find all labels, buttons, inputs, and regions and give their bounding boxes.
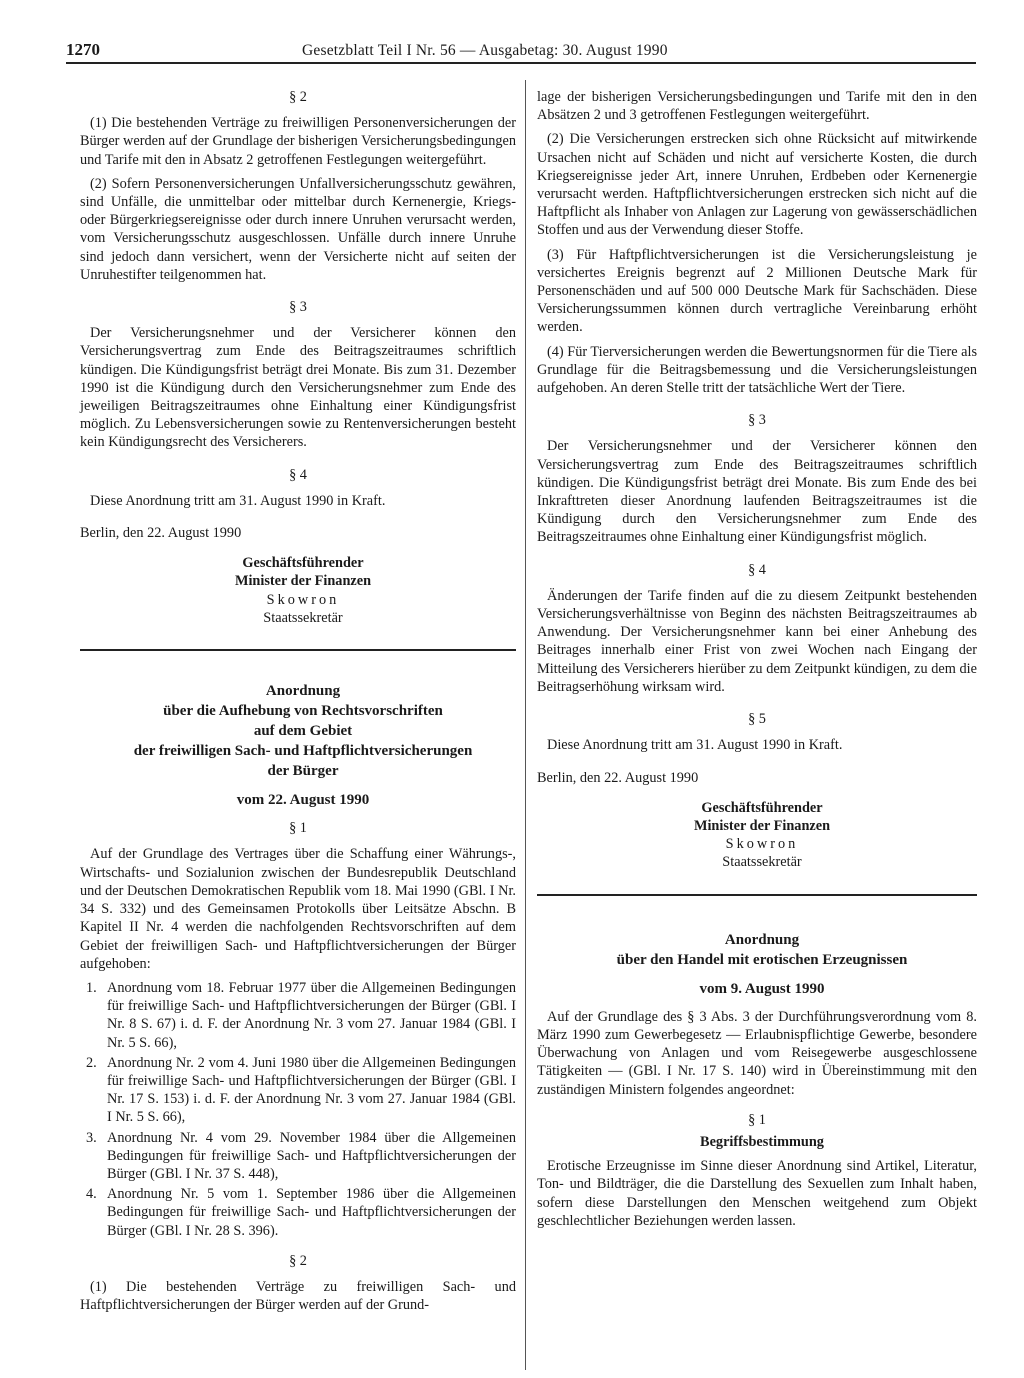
ordinance-title-line: über die Aufhebung von Rechtsvorschriften [163,703,443,720]
list-item: 4. Anordnung Nr. 5 vom 1. September 1986 über die Allgemeinen Bedingungen für freiwillige Sach- und Haftpflichtversicherungen der Bürger (GBl. I Nr. 28 S. 396). [86,1186,516,1239]
paragraph: Der Versicherungsnehmer und der Versicherer können den Versicherungsvertrag zum Ende des Beitragszeitraumes schriftlich kündigen. Die Kündigungsfrist beträgt drei Monate. Bis zum Ende des bei Inkrafttreten dieser Anordnung laufenden Beitragszeitraumes ist die Kündigung durch den Versicherungsnehmer zum Ende des Beitragszeitraumes ohne Einhaltung einer Kündigungsfrist möglich. [537,438,977,546]
paragraph: (2) Die Versicherungen erstrecken sich ohne Rücksicht auf mitwirkende Ursachen nicht auf Schäden und nicht auf versicherte Kosten, die durch Kriegsereignisse jeder Art, innere Unruhen, Erdbeben oder Kernenergie verursacht werden. Haftpflichtversicherungen erstrecken sich nicht auf die Haftpflicht als Inhaber von Anlagen zur Lagerung von gewässerschädlichen Stoffen und aus der Verwendung dieser Stoffe. [537,131,977,239]
paragraph: (1) Die bestehenden Verträge zu freiwilligen Personenversicherungen der Bürger werden auf der Grundlage der bisherigen Versicherungsbedingungen und Tarife mit den in Absatz 2 getroffenen Festlegungen weitergeführt. [80,115,516,168]
running-head: Gesetzblatt Teil I Nr. 56 — Ausgabetag: 30. August 1990 [302,42,668,59]
section-rule [80,649,516,651]
signature-ministry: Minister der Finanzen [693,817,831,834]
column-divider [525,80,526,1370]
section-heading: § 3 [748,412,766,429]
paragraph: Diese Anordnung tritt am 31. August 1990 in Kraft. [90,492,386,509]
section-heading: § 2 [289,1252,307,1269]
list-item: 2. Anordnung Nr. 2 vom 4. Juni 1980 über die Allgemeinen Bedingungen für freiwillige Sach- und Haftpflichtversicherungen der Bürger (GBl. I Nr. 17 S. 153) i. d. F. der Anordnung Nr. 3 vom 27. Januar 1984 (GBl. I Nr. 5 S. 66), [86,1054,516,1126]
section-subheading: Begriffsbestimmung [700,1133,824,1150]
paragraph: (3) Für Haftpflichtversicherungen ist die Versicherungsleistung je versichertes Ereignis begrenzt auf 2 Millionen Deutsche Mark für Personenschäden und auf 500 000 Deutsche Mark für Sachschäden. Diese Versicherungssummen können durch vertragliche Vereinbarung erhöht werden. [537,246,977,336]
ordinance-title-line: der Bürger [267,763,339,780]
paragraph: lage der bisherigen Versicherungsbedingungen und Tarife mit den in den Absätzen 2 und 3 getroffenen Festlegungen weitergeführt. [537,89,977,124]
ordinance-date: vom 22. August 1990 [236,792,370,809]
signature-block [537,799,977,872]
ordinance-title-line: auf dem Gebiet [253,723,353,740]
page-number: 1270 [66,40,100,59]
signature-name: Skowron [725,836,799,853]
signature-name: Skowron [266,591,340,608]
paragraph: Auf der Grundlage des § 3 Abs. 3 der Durchführungsverordnung vom 8. März 1990 zum Gewerbegesetz — Erlaubnispflichtige Gewerbe, besondere Überwachung von Anlagen und vom Reisegewerbe ausgeschlossene Tätigkeiten — (GBl. I Nr. 17 S. 140) wird in Übereinstimmung mit den zuständigen Ministern folgendes angeordnet: [537,1008,977,1098]
signature-role: Geschäftsführender [242,555,364,572]
paragraph: Diese Anordnung tritt am 31. August 1990 in Kraft. [547,737,843,754]
page-header [66,40,976,64]
signature-block [80,554,516,627]
section-heading: § 5 [748,711,766,728]
paragraph: Auf der Grundlage des Vertrages über die Schaffung einer Währungs-, Wirtschafts- und Sozialunion zwischen der Bundesrepublik Deutschland und der Deutschen Demokratischen Republik vom 18. Mai 1990 (GBl. I Nr. 34 S. 332) und des Gemeinsamen Protokolls über Leitsätze Abschn. B Kapitel II Nr. 4 werden die nachfolgenden Rechtsvorschriften auf dem Gebiet der freiwilligen Sach- und Haftpflichtversicherungen der Bürger aufgehoben: [80,846,516,972]
paragraph: (4) Für Tierversicherungen werden die Bewertungsnormen für die Tiere als Grundlage für die Beitragsbemessung und die Versicherungsleistungen aufgehoben. An deren Stelle tritt der tatsächliche Wert der Tiere. [537,343,978,397]
ordinance-title [537,930,977,970]
signature-title: Staatssekretär [722,854,802,871]
place-date: Berlin, den 22. August 1990 [80,525,242,542]
list-item: 3. Anordnung Nr. 4 vom 29. November 1984 über die Allgemeinen Bedingungen für freiwillige Sach- und Haftpflichtversicherungen der Bürger (GBl. I Nr. 37 S. 448), [86,1129,516,1182]
section-heading: § 3 [289,299,307,316]
ordinance-title-line: Anordnung [724,931,800,948]
left-column [80,88,516,1320]
right-column [537,88,977,1236]
section-heading: § 2 [289,89,307,105]
signature-ministry: Minister der Finanzen [234,573,372,590]
paragraph: Der Versicherungsnehmer und der Versicherer können den Versicherungsvertrag zum Ende des Beitragszeitraumes schriftlich kündigen. Die Kündigungsfrist beträgt drei Monate. Bis zum 31. Dezember 1990 ist die Kündigung durch den Versicherungsnehmer zum Ende des jeweiligen Beitragszeitraumes ohne Einhaltung einer Kündigungsfrist möglich. Zu Lebensversicherungen sowie zu Rentenversicherungen besteht kein Kündigungsrecht des Versicherers. [80,325,516,451]
ordinance-title-line: der freiwilligen Sach- und Haftpflichtversicherungen [133,743,473,760]
section-heading: § 1 [289,820,307,837]
list-item: 1. Anordnung vom 18. Februar 1977 über die Allgemeinen Bedingungen für freiwillige Sach- und Haftpflichtversicherungen der Bürger (GBl. I Nr. 8 S. 67) i. d. F. der Anordnung Nr. 3 vom 27. Januar 1984 (GBl. I Nr. 5 S. 66), [86,979,516,1051]
repealed-list [80,979,516,1240]
paragraph: (1) Die bestehenden Verträge zu freiwilligen Sach- und Haftpflichtversicherungen der Bürger werden auf der Grund- [80,1278,516,1314]
ordinance-title [80,681,516,781]
place-date: Berlin, den 22. August 1990 [537,769,699,786]
paragraph: Änderungen der Tarife finden auf die zu diesem Zeitpunkt bestehenden Versicherungsverhältnisse von Beginn des nächsten Beitragszeitraumes ab Anwendung. Der Versicherungsnehmer kann bei einer Anhebung des Beitrages innerhalb einer Frist von zwei Wochen nach Eingang der Mitteilung des Versicherers hierüber zu dem Zeitpunkt kündigen, zu dem die Beitragserhöhung wirksam wird. [537,587,977,695]
section-rule [537,894,977,896]
header-rule [66,62,976,64]
ordinance-title-line: über den Handel mit erotischen Erzeugnissen [616,951,908,968]
paragraph: (2) Sofern Personenversicherungen Unfallversicherungsschutz gewähren, sind Unfälle, die unmittelbar oder mittelbar durch Kernenergie, Kriegs- oder Bürgerkriegsereignisse oder durch innere Unruhen verursacht werden, vom Versicherungsschutz ausgeschlossen. Unfälle durch innere Unruhe sind jedoch dann versichert, wenn der Versicherte nicht auf seiten der Unruhestifter teilgenommen hat. [80,175,516,283]
ordinance-date: vom 9. August 1990 [699,980,825,997]
ordinance-title-line: Anordnung [265,683,341,700]
section-heading: § 4 [748,561,766,578]
section-heading: § 4 [289,466,307,483]
signature-title: Staatssekretär [263,609,343,626]
paragraph: Erotische Erzeugnisse im Sinne dieser Anordnung sind Artikel, Literatur, Ton- und Bildträger, die die Darstellung des Sexuellen zum Inhalt haben, sofern diese Darstellungen den Menschen weitgehend zum Objekt geschlechtlicher Beziehungen werden lassen. [537,1158,977,1229]
signature-role: Geschäftsführender [701,799,823,816]
section-heading: § 1 [748,1111,766,1128]
